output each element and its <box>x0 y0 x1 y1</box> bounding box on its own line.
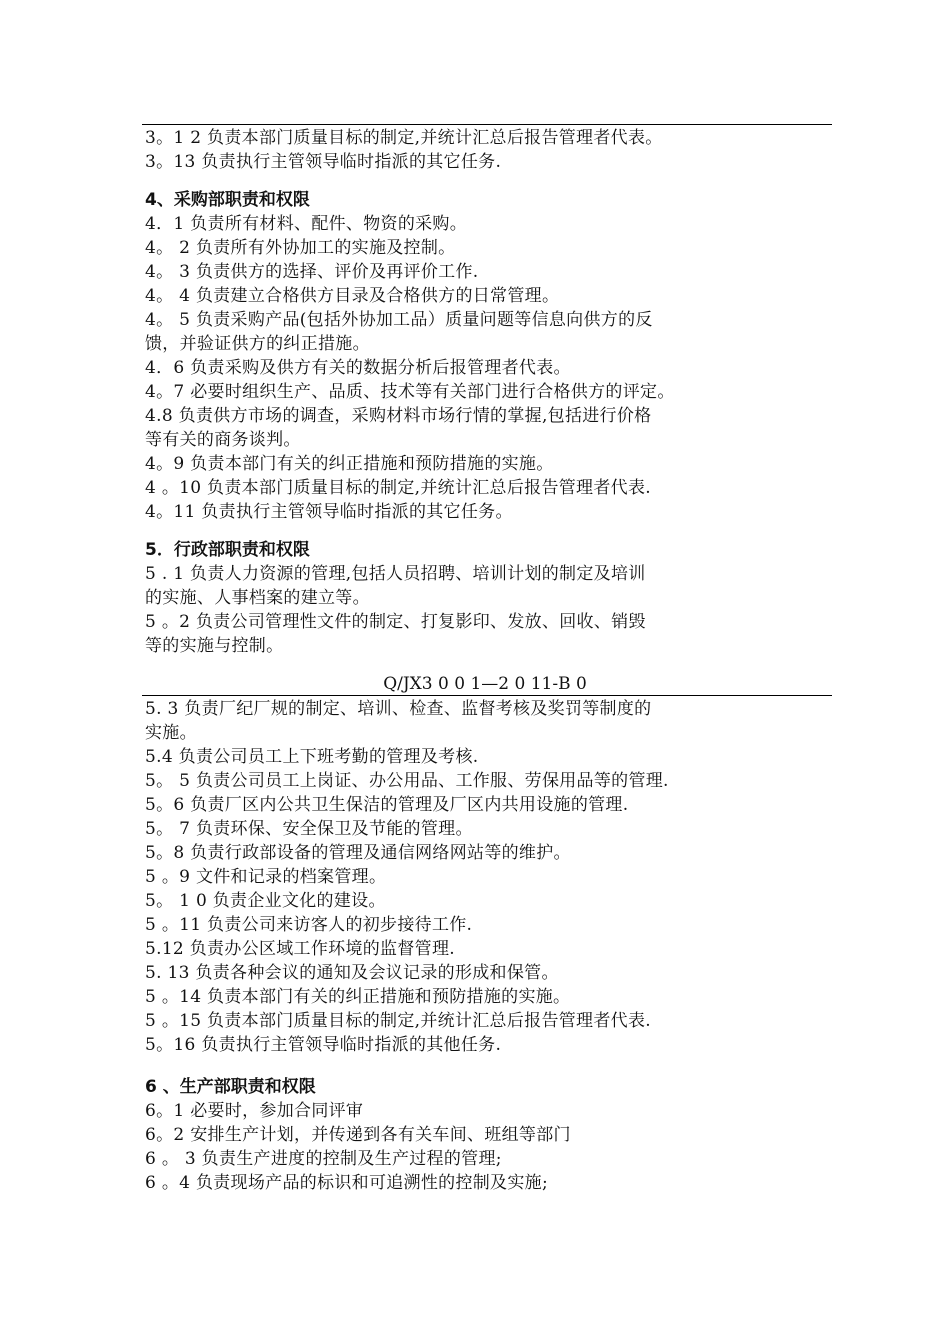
text-line: 5。16 负责执行主管领导临时指派的其他任务. <box>145 1035 502 1055</box>
text-line: 5 。15 负责本部门质量目标的制定,并统计汇总后报告管理者代表. <box>145 1011 651 1031</box>
text-line: 5.12 负责办公区域工作环境的监督管理. <box>145 939 455 959</box>
text-line: 5。 5 负责公司员工上岗证、办公用品、工作服、劳保用品等的管理. <box>145 771 669 791</box>
text-line: 4．6 负责采购及供方有关的数据分析后报管理者代表。 <box>145 358 571 378</box>
section6-heading: 6 、生产部职责和权限 <box>145 1077 316 1097</box>
text-line: 等有关的商务谈判。 <box>145 430 301 450</box>
text-line: 4。11 负责执行主管领导临时指派的其它任务。 <box>145 502 513 522</box>
text-line: 等的实施与控制。 <box>145 636 284 656</box>
text-line: 5。 1 0 负责企业文化的建设。 <box>145 891 386 911</box>
text-line: 5 . 1 负责人力资源的管理,包括人员招聘、培训计划的制定及培训 <box>145 564 646 584</box>
text-line: 5. 13 负责各种会议的通知及会议记录的形成和保管。 <box>145 963 559 983</box>
text-line: 4 。10 负责本部门质量目标的制定,并统计汇总后报告管理者代表. <box>145 478 651 498</box>
text-line: 6。1 必要时，参加合同评审 <box>145 1101 364 1121</box>
text-line: 5。6 负责厂区内公共卫生保洁的管理及厂区内共用设施的管理. <box>145 795 629 815</box>
page-break-rule <box>142 695 832 696</box>
text-line: 6 。4 负责现场产品的标识和可追溯性的控制及实施; <box>145 1173 548 1193</box>
text-line: 5 。2 负责公司管理性文件的制定、打复影印、发放、回收、销毁 <box>145 612 646 632</box>
section4-heading: 4、采购部职责和权限 <box>145 190 310 210</box>
text-line: 4。 3 负责供方的选择、评价及再评价工作. <box>145 262 479 282</box>
section5-continued <box>145 697 825 1195</box>
text-line: 5。 7 负责环保、安全保卫及节能的管理。 <box>145 819 473 839</box>
text-line: 5.4 负责公司员工上下班考勤的管理及考核. <box>145 747 479 767</box>
text-line: 5. 3 负责厂纪厂规的制定、培训、检查、监督考核及奖罚等制度的 <box>145 699 652 719</box>
header-rule <box>142 124 832 125</box>
text-line: 6。2 安排生产计划，并传递到各有关车间、班组等部门 <box>145 1125 571 1145</box>
section3-tail <box>145 126 825 658</box>
text-line: 4。7 必要时组织生产、品质、技术等有关部门进行合格供方的评定。 <box>145 382 675 402</box>
text-line: 3。13 负责执行主管领导临时指派的其它任务. <box>145 152 502 172</box>
text-line: 4.8 负责供方市场的调查，采购材料市场行情的掌握,包括进行价格 <box>145 406 652 426</box>
text-line: 4。 2 负责所有外协加工的实施及控制。 <box>145 238 456 258</box>
text-line: 4。 5 负责采购产品(包括外协加工品）质量问题等信息向供方的反 <box>145 310 653 330</box>
document-code: Q/JX3 0 0 1—2 0 11-B 0 <box>383 674 587 694</box>
text-line: 4。9 负责本部门有关的纠正措施和预防措施的实施。 <box>145 454 554 474</box>
text-line: 5 。14 负责本部门有关的纠正措施和预防措施的实施。 <box>145 987 571 1007</box>
text-line: 4。 4 负责建立合格供方目录及合格供方的日常管理。 <box>145 286 560 306</box>
text-line: 4．1 负责所有材料、配件、物资的采购。 <box>145 214 468 234</box>
text-line: 6 。 3 负责生产进度的控制及生产过程的管理; <box>145 1149 502 1169</box>
text-line: 3。1 2 负责本部门质量目标的制定,并统计汇总后报告管理者代表。 <box>145 128 663 148</box>
text-line: 实施。 <box>145 723 197 743</box>
text-line: 5 。9 文件和记录的档案管理。 <box>145 867 387 887</box>
text-line: 馈，并验证供方的纠正措施。 <box>145 334 370 354</box>
text-line: 5。8 负责行政部设备的管理及通信网络网站等的维护。 <box>145 843 571 863</box>
text-line: 的实施、人事档案的建立等。 <box>145 588 370 608</box>
text-line: 5 。11 负责公司来访客人的初步接待工作. <box>145 915 473 935</box>
section5-heading: 5．行政部职责和权限 <box>145 540 310 560</box>
